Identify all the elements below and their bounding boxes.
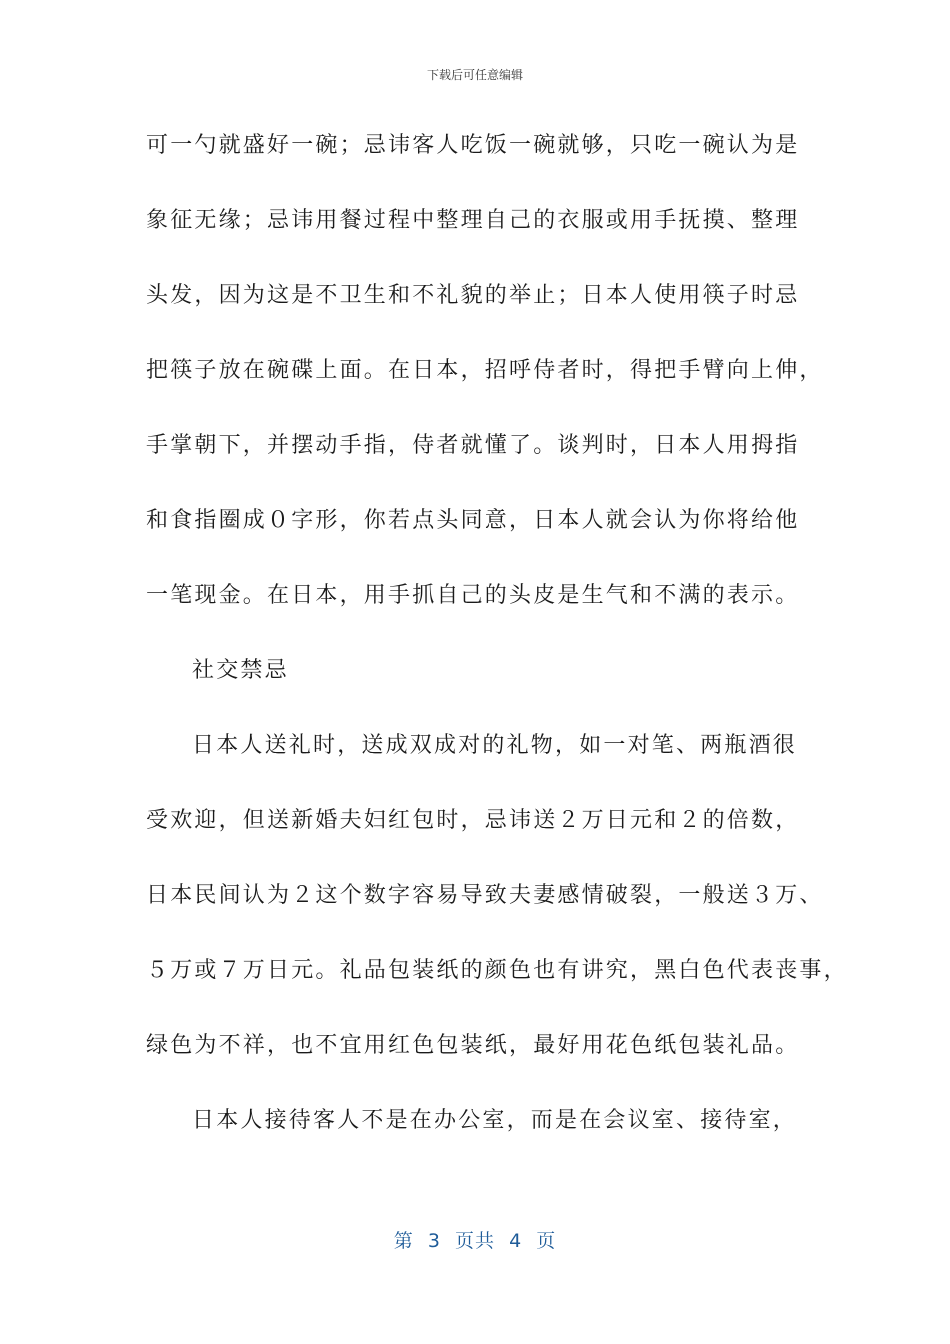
page-header: 下载后可任意编辑 — [426, 68, 523, 82]
page-footer-page-number: 第 3 页共 4 页 — [393, 1230, 557, 1252]
paragraph-line: 象征无缘；忌讳用餐过程中整理自己的衣服或用手抚摸、整理 — [146, 208, 800, 233]
paragraph-line: 手掌朝下，并摆动手指，侍者就懂了。谈判时，日本人用拇指 — [146, 433, 800, 458]
paragraph-line: 一笔现金。在日本，用手抓自己的头皮是生气和不满的表示。 — [146, 583, 800, 608]
paragraph-line: 绿色为不祥，也不宜用红色包装纸，最好用花色纸包装礼品。 — [146, 1033, 800, 1058]
paragraph-line: 和食指圈成０字形，你若点头同意，日本人就会认为你将给他 — [146, 508, 800, 533]
paragraph-line: 把筷子放在碗碟上面。在日本，招呼侍者时，得把手臂向上伸， — [146, 358, 824, 383]
document-body — [146, 122, 848, 1172]
paragraph-line: 日本人接待客人不是在办公室，而是在会议室、接待室， — [192, 1108, 798, 1133]
paragraph-line: ５万或７万日元。礼品包装纸的颜色也有讲究，黑白色代表丧事， — [146, 958, 848, 983]
paragraph-line: 受欢迎，但送新婚夫妇红包时，忌讳送２万日元和２的倍数， — [146, 808, 800, 833]
paragraph-line: 可一勺就盛好一碗；忌讳客人吃饭一碗就够，只吃一碗认为是 — [146, 133, 800, 158]
paragraph-line: 日本人送礼时，送成双成对的礼物，如一对笔、两瓶酒很 — [192, 733, 798, 758]
section-heading: 社交禁忌 — [192, 658, 289, 683]
paragraph-line: 日本民间认为２这个数字容易导致夫妻感情破裂，一般送３万、 — [146, 883, 824, 908]
paragraph-line: 头发，因为这是不卫生和不礼貌的举止；日本人使用筷子时忌 — [146, 283, 800, 308]
